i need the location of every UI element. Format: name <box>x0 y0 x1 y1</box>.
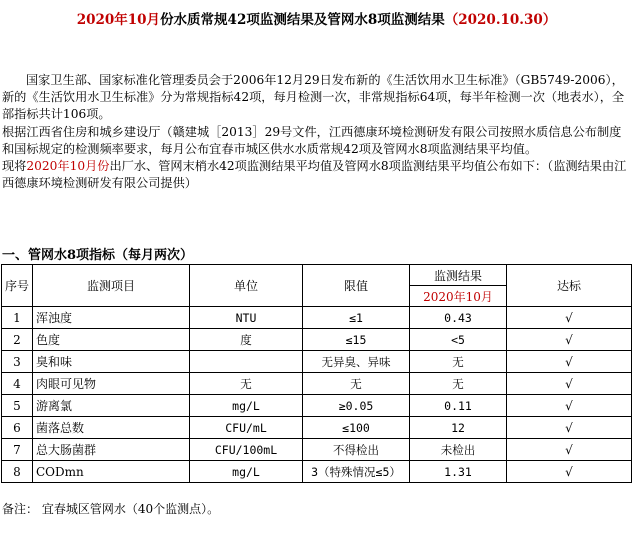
cell-pass: √ <box>507 329 632 351</box>
cell-pass: √ <box>507 395 632 417</box>
cell-result: 0.11 <box>410 395 507 417</box>
section-heading: 一、管网水8项指标（每月两次） <box>2 248 194 263</box>
table-row <box>2 395 632 417</box>
cell-result: 未检出 <box>410 439 507 461</box>
cell-unit: CFU/mL <box>190 417 303 439</box>
cell-result: 1.31 <box>410 461 507 483</box>
cell-result: 12 <box>410 417 507 439</box>
cell-unit: 无 <box>190 373 303 395</box>
table-row <box>2 307 632 329</box>
header-item: 监测项目 <box>33 265 190 307</box>
cell-item: 菌落总数 <box>33 417 190 439</box>
intro-paragraph-2: 根据江西省住房和城乡建设厅（赣建城［2013］29号文件，江西德康环境检测研发有限公司按照水质信息公布制度和国标规定的检测频率要求，每月公布宜春市城区供水水质常规42项及管网水8项监测结果平均值。 <box>2 124 622 156</box>
table-row <box>2 417 632 439</box>
cell-pass: √ <box>507 461 632 483</box>
cell-unit: CFU/100mL <box>190 439 303 461</box>
intro-paragraph-3-date: 2020年10月份 <box>26 159 110 174</box>
footnote: 备注： 宜春城区管网水（40个监测点）。 <box>2 502 220 516</box>
table-row <box>2 461 632 483</box>
header-unit: 单位 <box>190 265 303 307</box>
table-row <box>2 439 632 461</box>
table-row <box>2 351 632 373</box>
intro-paragraph-3-suffix: 出厂水、管网末梢水42项监测结果平均值及管网水8项监测结果平均值公布如下：（监测结果由江西德康环境检测研发有限公司提供） <box>2 159 627 191</box>
cell-no: 2 <box>2 329 33 351</box>
header-pass: 达标 <box>507 265 632 307</box>
header-result-month: 2020年10月 <box>410 286 507 307</box>
table-header-row <box>2 265 632 286</box>
cell-item: 游离氯 <box>33 395 190 417</box>
cell-limit: ≤100 <box>303 417 410 439</box>
cell-unit: mg/L <box>190 395 303 417</box>
title-date: 2020年10月 <box>76 12 161 28</box>
cell-pass: √ <box>507 373 632 395</box>
intro-text <box>2 72 630 192</box>
cell-item: 浑浊度 <box>33 307 190 329</box>
cell-pass: √ <box>507 417 632 439</box>
cell-item: 色度 <box>33 329 190 351</box>
header-limit: 限值 <box>303 265 410 307</box>
cell-unit: mg/L <box>190 461 303 483</box>
cell-no: 7 <box>2 439 33 461</box>
cell-result: 0.43 <box>410 307 507 329</box>
cell-no: 3 <box>2 351 33 373</box>
cell-item: 肉眼可见物 <box>33 373 190 395</box>
cell-limit: ≤1 <box>303 307 410 329</box>
intro-paragraph-3-prefix: 现将 <box>2 159 27 174</box>
header-no: 序号 <box>2 265 33 307</box>
cell-no: 6 <box>2 417 33 439</box>
cell-limit: 不得检出 <box>303 439 410 461</box>
intro-paragraph-1: 国家卫生部、国家标准化管理委员会于2006年12月29日发布新的《生活饮用水卫生标准》（GB5749-2006），新的《生活饮用水卫生标准》分为常规指标42项，每月检测一次，非常规指标64项，每半年检测一次（地表水），全部指标共计106项。 <box>2 73 625 122</box>
cell-unit: 度 <box>190 329 303 351</box>
cell-result: <5 <box>410 329 507 351</box>
cell-pass: √ <box>507 439 632 461</box>
cell-no: 1 <box>2 307 33 329</box>
cell-no: 5 <box>2 395 33 417</box>
cell-limit: 无异臭、异味 <box>303 351 410 373</box>
cell-result: 无 <box>410 373 507 395</box>
page-title <box>0 8 633 28</box>
cell-no: 8 <box>2 461 33 483</box>
cell-limit: 无 <box>303 373 410 395</box>
table-row <box>2 373 632 395</box>
title-main: 份水质常规42项监测结果及管网水8项监测结果 <box>160 12 445 28</box>
header-result: 监测结果 <box>410 265 507 286</box>
cell-unit: NTU <box>190 307 303 329</box>
cell-unit <box>190 351 303 373</box>
cell-pass: √ <box>507 307 632 329</box>
table-body <box>2 307 632 483</box>
cell-limit: ≥0.05 <box>303 395 410 417</box>
cell-limit: ≤15 <box>303 329 410 351</box>
cell-limit: 3（特殊情况≤5） <box>303 461 410 483</box>
cell-no: 4 <box>2 373 33 395</box>
cell-item: 臭和味 <box>33 351 190 373</box>
cell-item: 总大肠菌群 <box>33 439 190 461</box>
table-row <box>2 329 632 351</box>
intro-paragraph-3 <box>2 158 630 192</box>
results-table <box>1 264 632 483</box>
title-date-suffix: （2020.10.30） <box>444 12 557 28</box>
cell-result: 无 <box>410 351 507 373</box>
cell-pass: √ <box>507 351 632 373</box>
cell-item: CODmn <box>33 461 190 483</box>
